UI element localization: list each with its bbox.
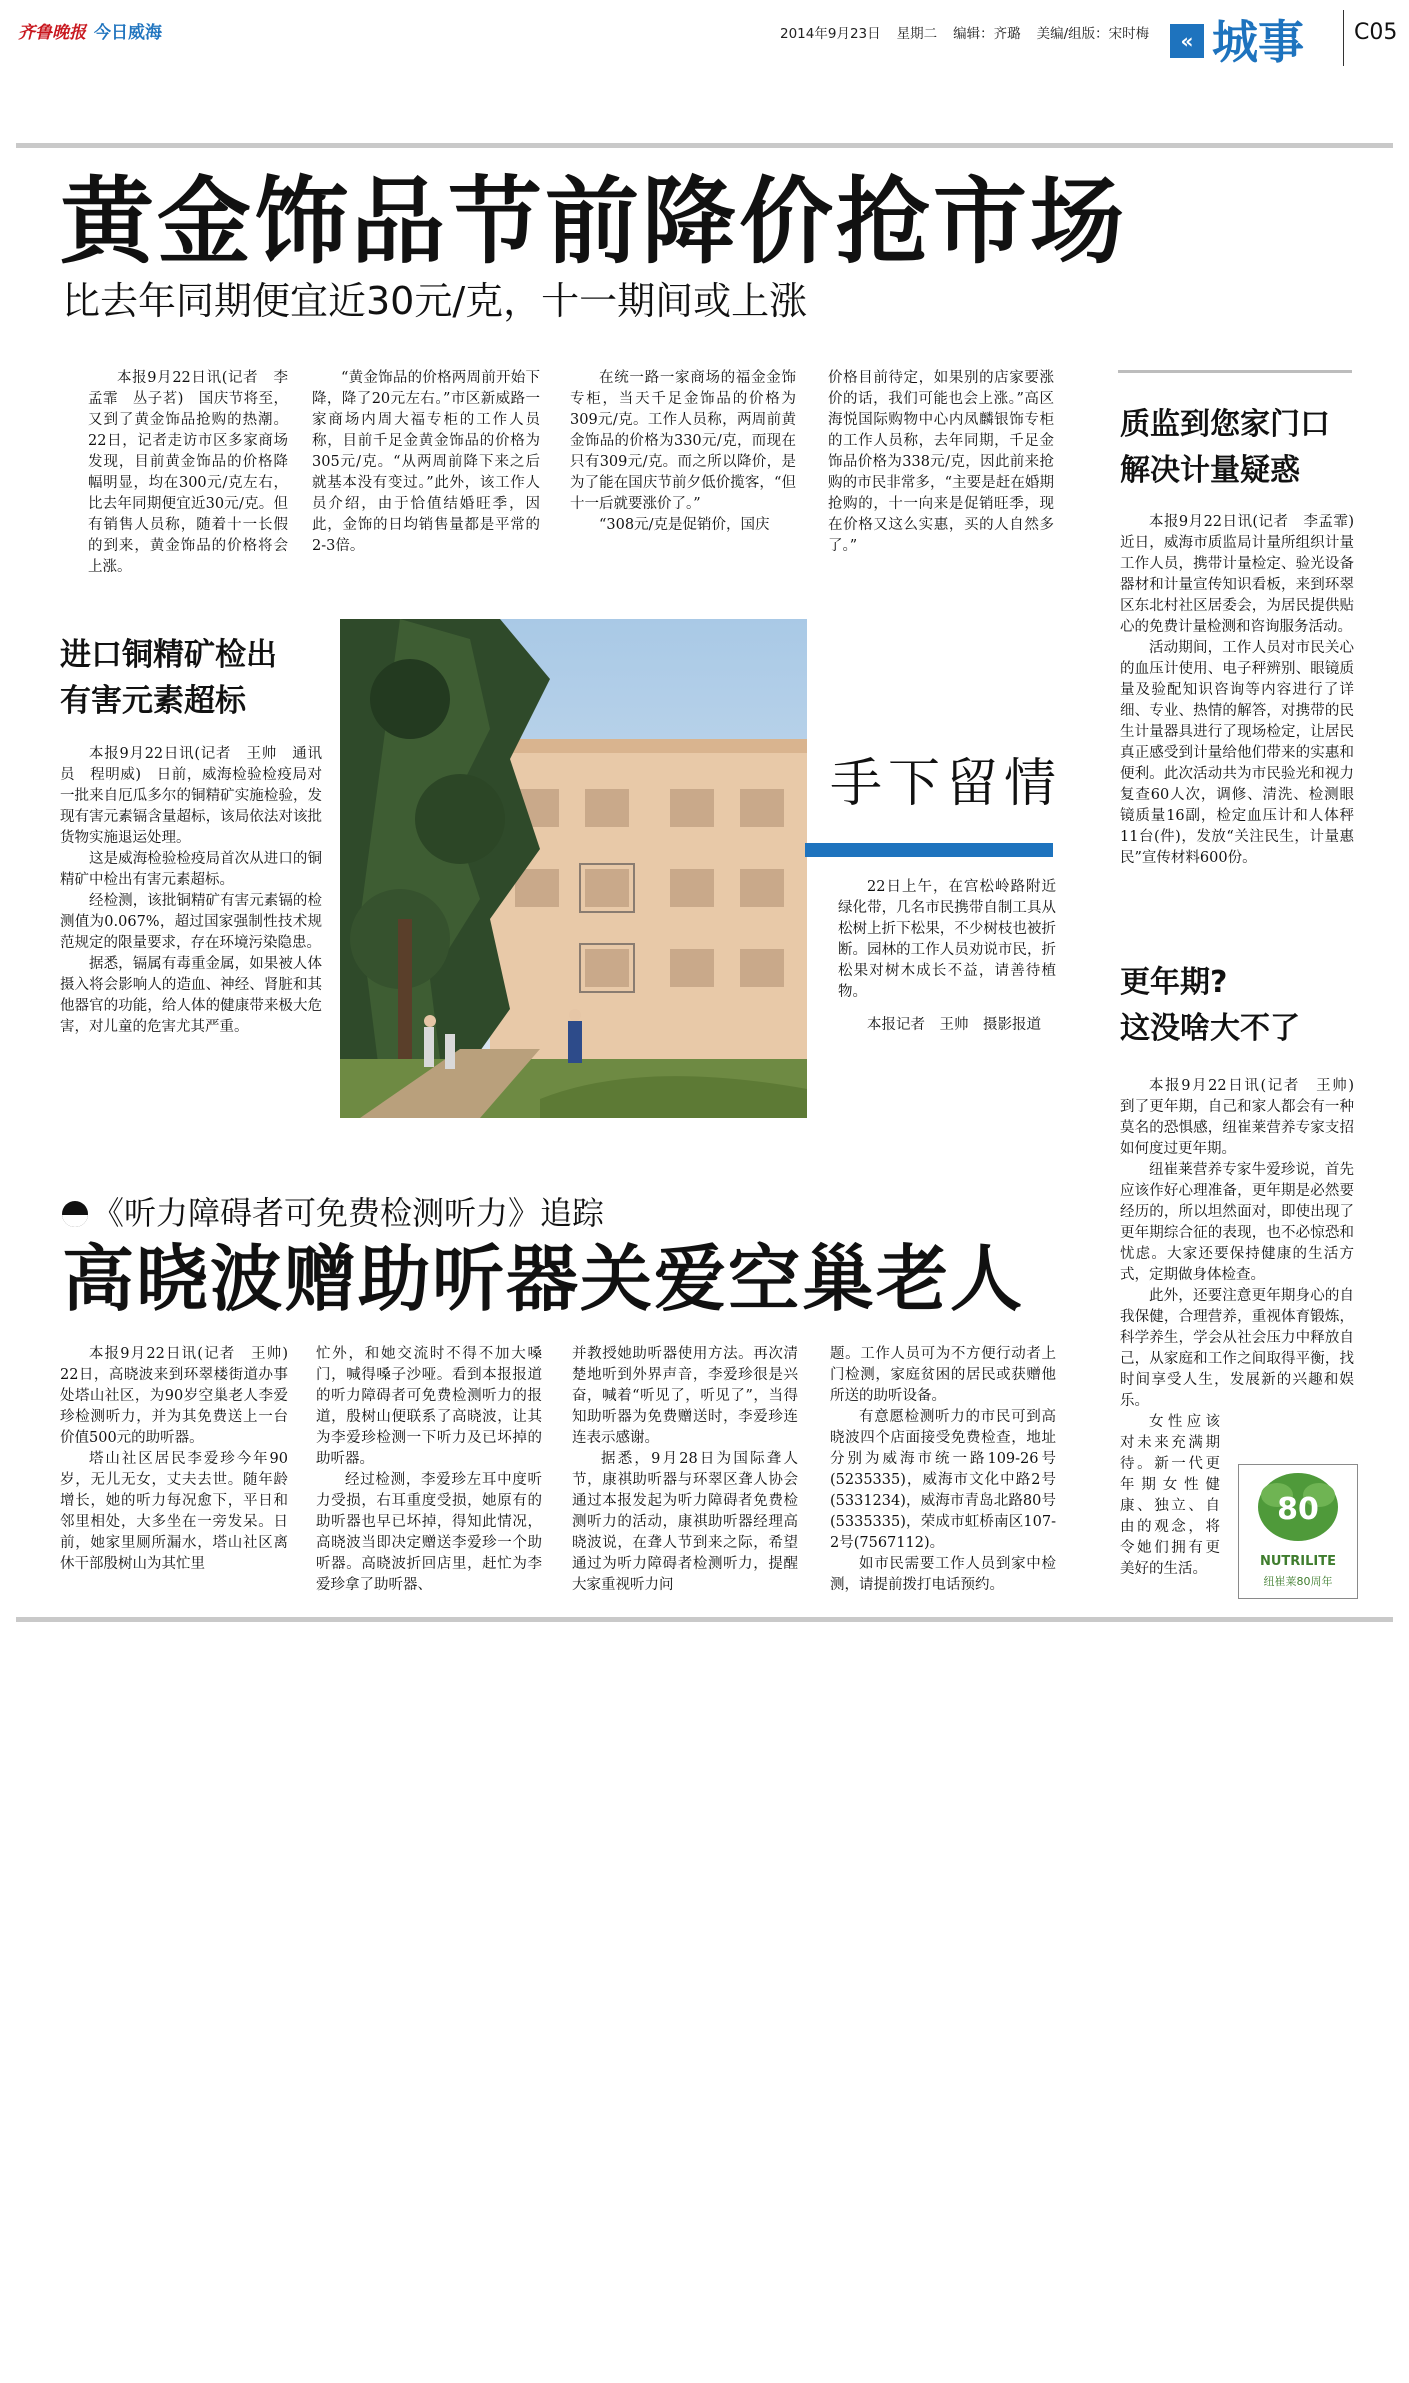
- accent-bar: [805, 843, 1053, 857]
- page-meta: [780, 22, 1165, 42]
- paragraph: 有意愿检测听力的市民可到高晓波四个店面接受免费检查，地址分别为威海市统一路109-26号(5235335)，威海市文化中路2号(5331234)，威海市青岛北路80号(5335335)，荣成市虹桥南区107-2号(7567112)。: [830, 1409, 1056, 1551]
- paragraph: 如市民需要工作人员到家中检测，请提前拨打电话预约。: [830, 1556, 1056, 1593]
- paragraph: 此外，还要注意更年期身心的自我保健，合理营养，重视体育锻炼，科学养生，学会从社会压力中释放自己，从家庭和工作之间取得平衡，找时间享受人生，发展新的兴趣和娱乐。: [1120, 1288, 1354, 1409]
- side-rule: [1118, 370, 1352, 373]
- paragraph: 并教授她助听器使用方法。再次清楚地听到外界声音，李爱珍很是兴奋，喊着“听见了，听见了”，当得知助听器为免费赠送时，李爱珍连连表示感谢。: [572, 1346, 798, 1446]
- paragraph: 据悉，9月28日为国际聋人节，康祺助听器与环翠区聋人协会通过本报发起为听力障碍者免费检测听力的活动，康祺助听器经理高晓波说，在聋人节到来之际，希望通过为听力障碍者检测听力，提醒大家重视听力问: [572, 1451, 798, 1593]
- title-line: 这没啥大不了: [1120, 1011, 1300, 1046]
- logo-brand: NUTRILITE: [1259, 1554, 1337, 1569]
- leaf-logo-icon: [1239, 1465, 1357, 1598]
- hearing-column-2: [316, 1344, 542, 1596]
- main-column-3: [570, 368, 796, 536]
- copper-title: [60, 632, 277, 724]
- header-divider: [1343, 10, 1344, 66]
- paper-name: 齐鲁晚报: [18, 23, 86, 43]
- page-number: C05: [1354, 20, 1398, 45]
- chevron-left-icon: «: [1170, 24, 1204, 58]
- paragraph: 活动期间，工作人员对市民关心的血压计使用、电子秤辨别、眼镜质量及验配知识咨询等内容进行了详细、专业、热情的解答，对携带的民生计量器具进行了现场检定，让居民真正感受到计量给他们带来的实惠和便利。此次活动共为市民验光和视力复查60人次，调修、清洗、检测眼镜质量16副，检定血压计和人体秤11台(件)，发放“关注民生，计量惠民”宣传材料600份。: [1120, 640, 1354, 866]
- hearing-column-4: [830, 1344, 1056, 1596]
- title-line: 更年期?: [1120, 965, 1228, 1000]
- photo-story-title: 手下留情: [830, 754, 1063, 814]
- paragraph: 本报9月22日讯(记者 李孟霏 丛子茗) 国庆节将至，又到了黄金饰品抢购的热潮。22日，记者走访市区多家商场发现，目前黄金饰品的价格降幅明显，均在300元/克左右，比去年同期便宜近30元/克。但有销售人员称，随着十一长假的到来，黄金饰品的价格将会上涨。: [88, 370, 288, 575]
- quality-title: [1120, 402, 1330, 494]
- kicker-text: 《听力障碍者可免费检测听力》追踪: [92, 1194, 605, 1232]
- edition-name: 今日威海: [94, 23, 162, 43]
- main-column-4: [828, 368, 1054, 557]
- paragraph: 价格目前待定，如果别的店家要涨价的话，我们可能也会上涨。”高区海悦国际购物中心内凤麟银饰专柜的工作人员称，去年同期，千足金饰品价格为338元/克，因此前来抢购的市民非常多，“主要是赶在婚期抢购的，十一向来是促销旺季，现在价格又这么实惠，买的人自然多了。”: [828, 370, 1054, 554]
- quality-body: [1120, 512, 1369, 869]
- bottom-rule: [16, 1617, 1393, 1622]
- designer: 美编/组版：宋时梅: [1036, 26, 1150, 42]
- paragraph: 忙外，和她交流时不得不加大嗓门，喊得嗓子沙哑。看到本报报道的听力障碍者可免费检测听力的报道，殷树山便联系了高晓波，让其为李爱珍检测一下听力及已坏掉的助听器。: [316, 1346, 542, 1467]
- hearing-column-1: [60, 1344, 303, 1575]
- paragraph: 据悉，镉属有毒重金属，如果被人体摄入将会影响人的造血、神经、肾脏和其他器官的功能，给人体的健康带来极大危害，对儿童的危害尤其严重。: [60, 956, 322, 1035]
- title-line: 质监到您家门口: [1120, 407, 1330, 442]
- paragraph: 在统一路一家商场的福金金饰专柜，当天千足金饰品的价格为309元/克。工作人员称，两周前黄金饰品的价格为330元/克，而现在只有309元/克。而之所以降价，是为了能在国庆节前夕低价揽客，“但十一后就要涨价了。”: [570, 370, 796, 512]
- logo-subtitle: 纽崔莱80周年: [1263, 1575, 1333, 1588]
- editor: 编辑：齐璐: [953, 26, 1021, 42]
- main-subhead: 比去年同期便宜近30元/克，十一期间或上涨: [62, 279, 808, 323]
- paragraph: 本报9月22日讯(记者 王帅) 22日，高晓波来到环翠楼街道办事处塔山社区，为90岁空巢老人李爱珍检测听力，并为其免费送上一台价值500元的助听器。: [60, 1346, 303, 1446]
- half-circle-icon: [62, 1201, 88, 1227]
- paragraph: 这是威海检验检疫局首次从进口的铜精矿中检出有害元素超标。: [60, 851, 322, 888]
- section-name: 城事: [1212, 15, 1304, 69]
- paragraph: 塔山社区居民李爱珍今年90岁，无儿无女，丈夫去世。随年龄增长，她的听力每况愈下，平日和邻里相处，大多坐在一旁发呆。日前，她家里厕所漏水，塔山社区离休干部殷树山为其忙里: [60, 1451, 288, 1572]
- top-rule: [16, 143, 1393, 148]
- section-label: [1170, 14, 1310, 69]
- issue-date: 2014年9月23日: [780, 26, 881, 42]
- title-line: 解决计量疑惑: [1120, 453, 1300, 488]
- paragraph: 纽崔莱营养专家牛爱珍说，首先应该作好心理准备，更年期是必然要经历的，所以坦然面对，即使出现了更年期综合征的表现，也不必惊恐和忧虑。大家还要保持健康的生活方式，定期做身体检查。: [1120, 1162, 1354, 1283]
- tree-building-photo-icon: [340, 619, 807, 1118]
- title-line: 进口铜精矿检出: [60, 637, 277, 673]
- paragraph: “黄金饰品的价格两周前开始下降，降了20元左右。”市区新威路一家商场内周大福专柜的工作人员称，目前千足金黄金饰品的价格为305元/克。“从两周前降下来之后就基本没有变过。”此外，该工作人员介绍，由于恰值结婚旺季，因此，金饰的日均销售量都是平常的2-3倍。: [312, 370, 540, 554]
- hearing-headline: 高晓波赠助听器关爱空巢老人: [62, 1237, 1025, 1321]
- nutrilite-logo: [1238, 1464, 1358, 1599]
- paragraph: 经检测，该批铜精矿有害元素镉的检测值为0.067%，超过国家强制性技术规范规定的限量要求，存在环境污染隐患。: [60, 893, 322, 951]
- paragraph: 22日上午，在宫松岭路附近绿化带，几名市民携带自制工具从松树上折下松果，不少树枝也被折断。园林的工作人员劝说市民，折松果对树木成长不益，请善待植物。: [838, 879, 1056, 1000]
- photo-caption: [838, 877, 1056, 1036]
- hearing-kicker: [62, 1192, 604, 1234]
- main-column-1: [88, 368, 288, 578]
- hearing-column-3: [572, 1344, 798, 1596]
- photo-credit: 本报记者 王帅 摄影报道: [867, 1017, 1041, 1033]
- title-line: 有害元素超标: [60, 683, 246, 719]
- weekday: 星期二: [896, 26, 938, 42]
- menopause-title: [1120, 960, 1300, 1052]
- main-headline: 黄金饰品节前降价抢市场: [60, 168, 1128, 277]
- masthead: [18, 18, 162, 43]
- paragraph: 经过检测，李爱珍左耳中度听力受损，右耳重度受损，她原有的助听器也早已坏掉，得知此情况，高晓波当即决定赠送李爱珍一个助听器。高晓波折回店里，赶忙为李爱珍拿了助听器、: [316, 1472, 542, 1593]
- paragraph: 本报9月22日讯(记者 王帅) 到了更年期，自己和家人都会有一种莫名的恐惧感，纽崔莱营养专家支招如何度过更年期。: [1120, 1078, 1369, 1157]
- copper-body: [60, 744, 322, 1038]
- paragraph: “308元/克是促销价，国庆: [599, 517, 770, 533]
- logo-number: 80: [1277, 1492, 1319, 1527]
- paragraph: 女性应该对未来充满期待。新一代更年期女性健康、独立、自由的观念，将令她们拥有更美好的生活。: [1120, 1414, 1220, 1577]
- paragraph: 本报9月22日讯(记者 李孟霏) 近日，威海市质监局计量所组织计量工作人员，携带计量检定、验光设备器材和计量宣传知识看板，来到环翠区东北村社区居委会，为居民提供贴心的免费计量检测和咨询服务活动。: [1120, 514, 1369, 635]
- paragraph: 本报9月22日讯(记者 王帅 通讯员 程明威) 日前，威海检验检疫局对一批来自厄瓜多尔的铜精矿实施检验，发现有害元素镉含量超标，该局依法对该批货物实施退运处理。: [60, 746, 322, 846]
- news-photo: [340, 619, 807, 1118]
- main-column-2: [312, 368, 540, 557]
- paragraph: 题。工作人员可为不方便行动者上门检测，家庭贫困的居民或获赠他所送的助听设备。: [830, 1346, 1056, 1404]
